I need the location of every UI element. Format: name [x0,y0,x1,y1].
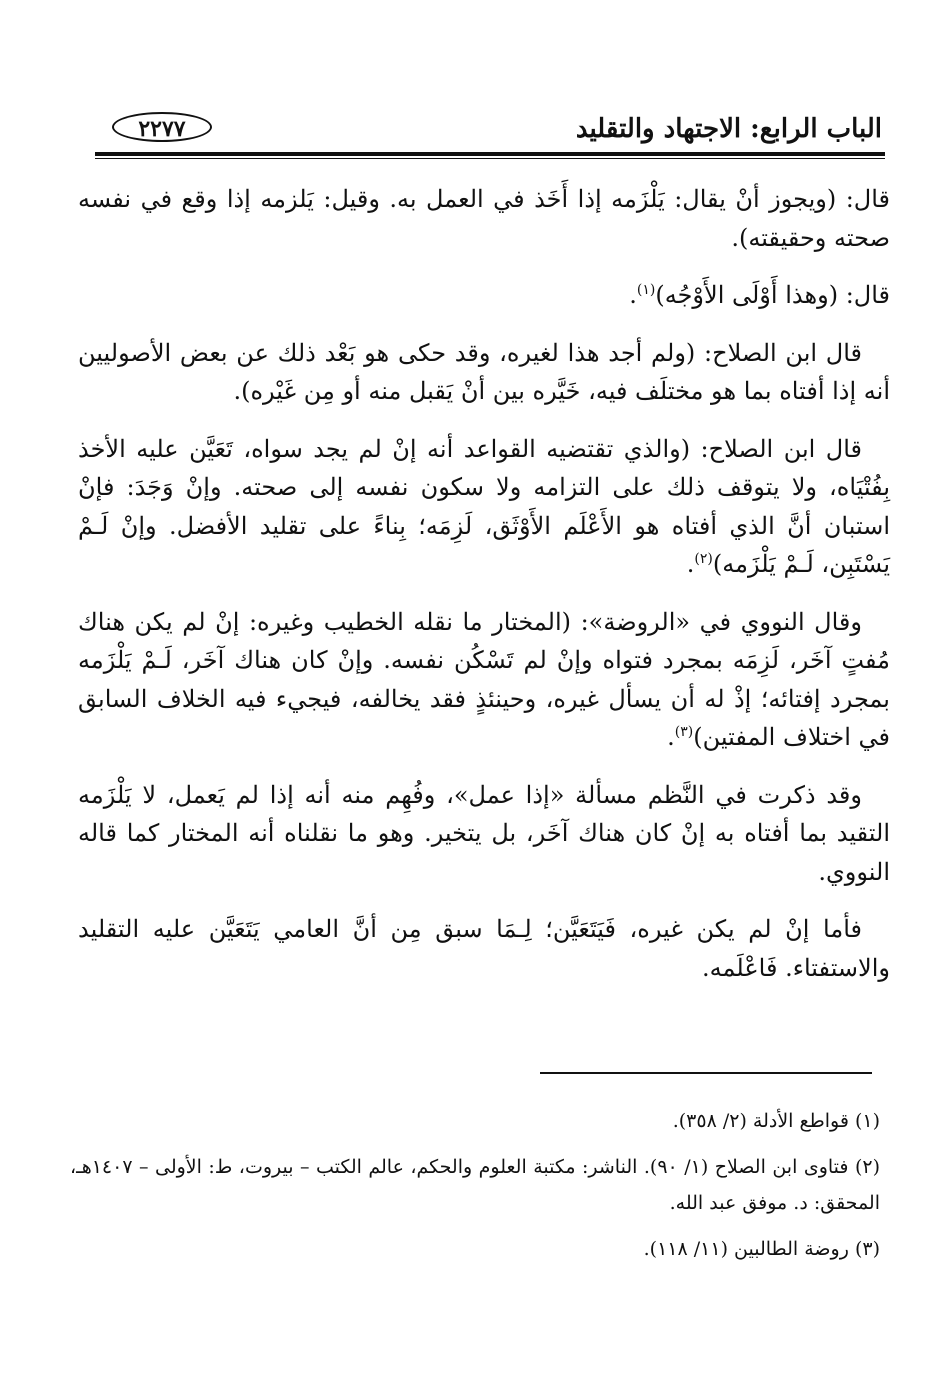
footnotes [70,1103,880,1277]
footnote-marker: (٢) [694,551,713,567]
header-rule-thin [95,158,885,159]
footnote-separator [540,1072,872,1074]
footnote-2: (٢) فتاوى ابن الصلاح (١/ ٩٠). الناشر: مكتبة العلوم والحكم، عالم الكتب – بيروت، ط: الأولى – ١٤٠٧هـ، المحقق: د. موفق عبد الله. [70,1156,880,1214]
paragraph-text: وقال النووي في «الروضة»: (المختار ما نقله الخطيب وغيره: إنْ لم يكن هناك مُفتٍ آخَر، لَزِمَه بمجرد فتواه وإنْ لم تَسْكُن نفسه. وإنْ كان هناك آخَر، لَـمْ يَلْزَمه بمجرد إفتائه؛ إذْ له أن يسأل غيره، وحينئذٍ فقد يخالفه، فيجيء فيه الخلاف السابق في اختلاف المفتين) [78,607,890,751]
main-text [78,180,890,1006]
paragraph: قال: (وهذا أَوْلَى الأَوْجُه)$^{(١)}$. [629,281,890,309]
footnote-3: (٣) روضة الطالبين (١١/ ١١٨). [643,1238,880,1260]
paragraph: وقد ذكرت في النَّظم مسألة «إذا عمل»، وفُهِم منه أنه إذا لم يَعمل، لا يَلْزَمه التقيد بما أفتاه به إنْ كان هناك آخَر، بل يتخير. وهو ما نقلناه أنه المختار كما قاله النووي. [78,780,890,886]
footnote-marker: (٣) [674,724,694,740]
page-number: ٢٢٧٧ [112,112,212,142]
paragraph: قال ابن الصلاح: (والذي تقتضيه القواعد أنه إنْ لم يجد سواه، تَعَيَّن عليه الأخذ بِفُتْيَاه، ولا يتوقف ذلك على التزامه ولا سكون نفسه إلى صحته. وإنْ وَجَدَ: فإنْ استبان أنَّ الذي أفتاه هو الأَعْلَم الأَوْثَق، لَزِمَه؛ بِناءً على تقليد الأفضل. وإنْ لَـمْ يَسْتَبِن، لَـمْ يَلْزَمه)$^{(٢)}$. [78,434,890,578]
paragraph-text: قال ابن الصلاح: (والذي تقتضيه القواعد أنه إنْ لم يجد سواه، تَعَيَّن عليه الأخذ بِفُتْيَاه، ولا يتوقف ذلك على التزامه ولا سكون نفسه إلى صحته. وإنْ وَجَدَ: فإنْ استبان أنَّ الذي أفتاه هو الأَعْلَم الأَوْثَق، لَزِمَه؛ بِناءً على تقليد الأفضل. وإنْ لَـمْ يَسْتَبِن، لَـمْ يَلْزَمه) [78,434,890,578]
paragraph: وقال النووي في «الروضة»: (المختار ما نقله الخطيب وغيره: إنْ لم يكن هناك مُفتٍ آخَر، لَزِمَه بمجرد فتواه وإنْ لم تَسْكُن نفسه. وإنْ كان هناك آخَر، لَـمْ يَلْزَمه بمجرد إفتائه؛ إذْ له أن يسأل غيره، وحينئذٍ فقد يخالفه، فيجيء فيه الخلاف السابق في اختلاف المفتين)$^{(٣)}$. [78,607,890,751]
paragraph: قال ابن الصلاح: (ولم أجد هذا لغيره، وقد حكى هو بَعْد ذلك عن بعض الأصوليين أنه إذا أفتاه بما هو مختلَف فيه، خَيَّره بين أنْ يَقبل منه أو مِن غَيْره). [78,338,890,405]
paragraph-text: قال: (وهذا أَوْلَى الأَوْجُه) [655,281,890,309]
header-rule [95,152,885,156]
paragraph: قال: (ويجوز أنْ يقال: يَلْزَمه إذا أَخَذ في العمل به. وقيل: يَلزمه إذا وقع في نفسه صحته وحقيقته). [78,185,890,252]
chapter-title: الباب الرابع: الاجتهاد والتقليد [575,114,882,144]
running-header [92,112,882,152]
paragraph: فأما إنْ لم يكن غيره، فَيَتَعَيَّن؛ لِـمَا سبق مِن أنَّ العامي يَتَعَيَّن عليه التقليد والاستفتاء. فَاعْلَمه. [78,915,890,982]
footnote-marker: (١) [636,282,656,298]
footnote-1: (١) قواطع الأدلة (٢/ ٣٥٨). [672,1110,880,1132]
